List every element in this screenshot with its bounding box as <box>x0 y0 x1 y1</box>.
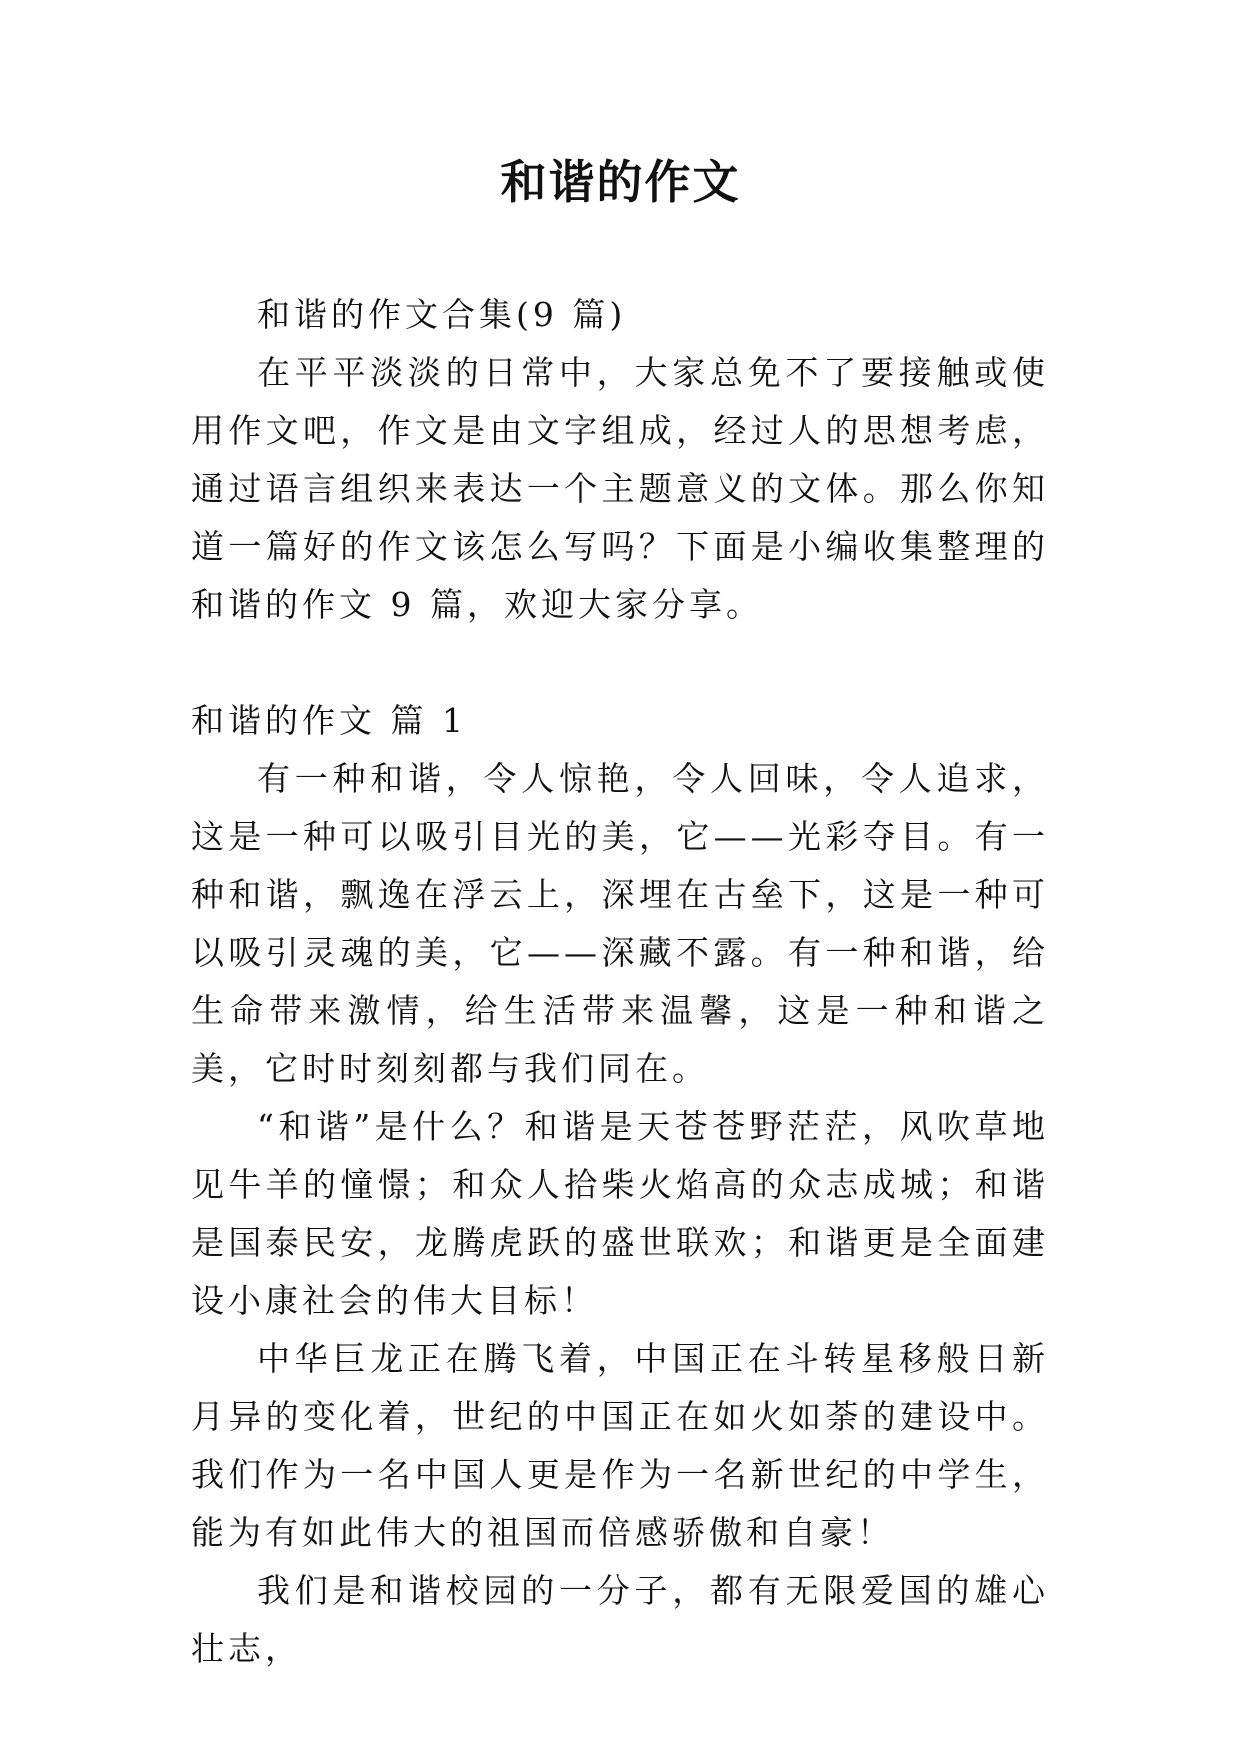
intro-paragraph: 在平平淡淡的日常中，大家总免不了要接触或使用作文吧，作文是由文字组成，经过人的思想考虑，通过语言组织来表达一个主题意义的文体。那么你知道一篇好的作文该怎么写吗？下面是小编收集整理的和谐的作文 9 篇，欢迎大家分享。 <box>191 353 1049 624</box>
section-heading: 和谐的作文 篇 1 <box>191 701 467 740</box>
document-body <box>191 286 1049 1678</box>
document-subtitle: 和谐的作文合集(9 篇) <box>257 295 627 334</box>
essay-paragraph: 中华巨龙正在腾飞着，中国正在斗转星移般日新月异的变化着，世纪的中国正在如火如荼的建设中。我们作为一名中国人更是作为一名新世纪的中学生，能为有如此伟大的祖国而倍感骄傲和自豪！ <box>191 1339 1049 1552</box>
document-title: 和谐的作文 <box>500 155 741 209</box>
essay-paragraph: “和谐”是什么？和谐是天苍苍野茫茫，风吹草地见牛羊的憧憬；和众人拾柴火焰高的众志成城；和谐是国泰民安，龙腾虎跃的盛世联欢；和谐更是全面建设小康社会的伟大目标！ <box>191 1107 1049 1320</box>
essay-paragraph: 我们是和谐校园的一分子，都有无限爱国的雄心壮志， <box>191 1571 1049 1668</box>
essay-paragraph: 有一种和谐，令人惊艳，令人回味，令人追求，这是一种可以吸引目光的美，它——光彩夺目。有一种和谐，飘逸在浮云上，深埋在古垒下，这是一种可以吸引灵魂的美，它——深藏不露。有一种和谐，给生命带来激情，给生活带来温馨，这是一种和谐之美，它时时刻刻都与我们同在。 <box>191 759 1049 1088</box>
